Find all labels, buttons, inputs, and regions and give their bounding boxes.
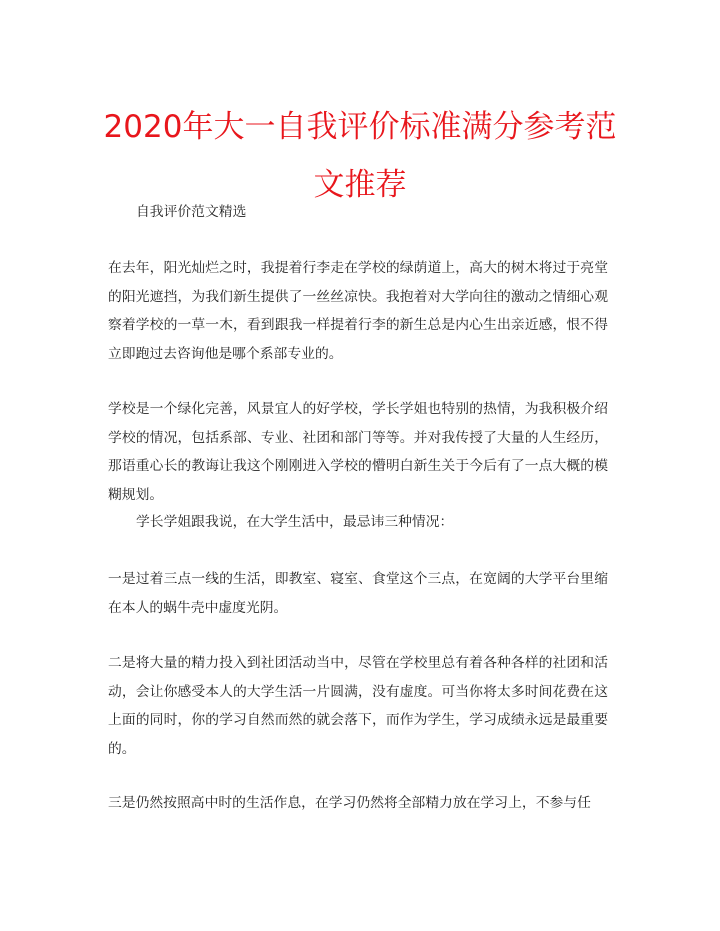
paragraph-1: 在去年，阳光灿烂之时，我提着行李走在学校的绿荫道上，高大的树木将过于亮堂的阳光遮挡，为我们新生提供了一丝丝凉快。我抱着对大学向往的激动之情细心观察着学校的一草一木，看到跟我一样提着行李的新生总是内心生出亲近感，恨不得立即跑过去咨询他是哪个系部专业的。 — [108, 260, 608, 362]
paragraph-3: 学长学姐跟我说，在大学生活中，最忌讳三种情况： — [136, 514, 454, 530]
paragraph-4: 一是过着三点一线的生活，即教室、寝室、食堂这个三点，在宽阔的大学平台里缩在本人的蜗牛壳中虚度光阴。 — [108, 571, 608, 616]
paragraph-6: 三是仍然按照高中时的生活作息，在学习仍然将全部精力放在学习上，不参与任 — [108, 795, 591, 811]
subtitle: 自我评价范文精选 — [136, 204, 247, 220]
paragraph-5: 二是将大量的精力投入到社团活动当中，尽管在学校里总有着各种各样的社团和活动，会让你感受本人的大学生活一片圆满，没有虚度。可当你将太多时间花费在这上面的同时，你的学习自然而然的就会落下，而作为学生，学习成绩永远是最重要的。 — [108, 655, 608, 757]
document-title: 2020年大一自我评价标准满分参考范文推荐 — [103, 109, 617, 203]
paragraph-2: 学校是一个绿化完善，风景宜人的好学校，学长学姐也特别的热情，为我积极介绍学校的情况，包括系部、专业、社团和部门等等。并对我传授了大量的人生经历，那语重心长的教诲让我这个刚刚进入学校的懵明白新生关于今后有了一点大概的模糊规划。 — [108, 401, 608, 503]
